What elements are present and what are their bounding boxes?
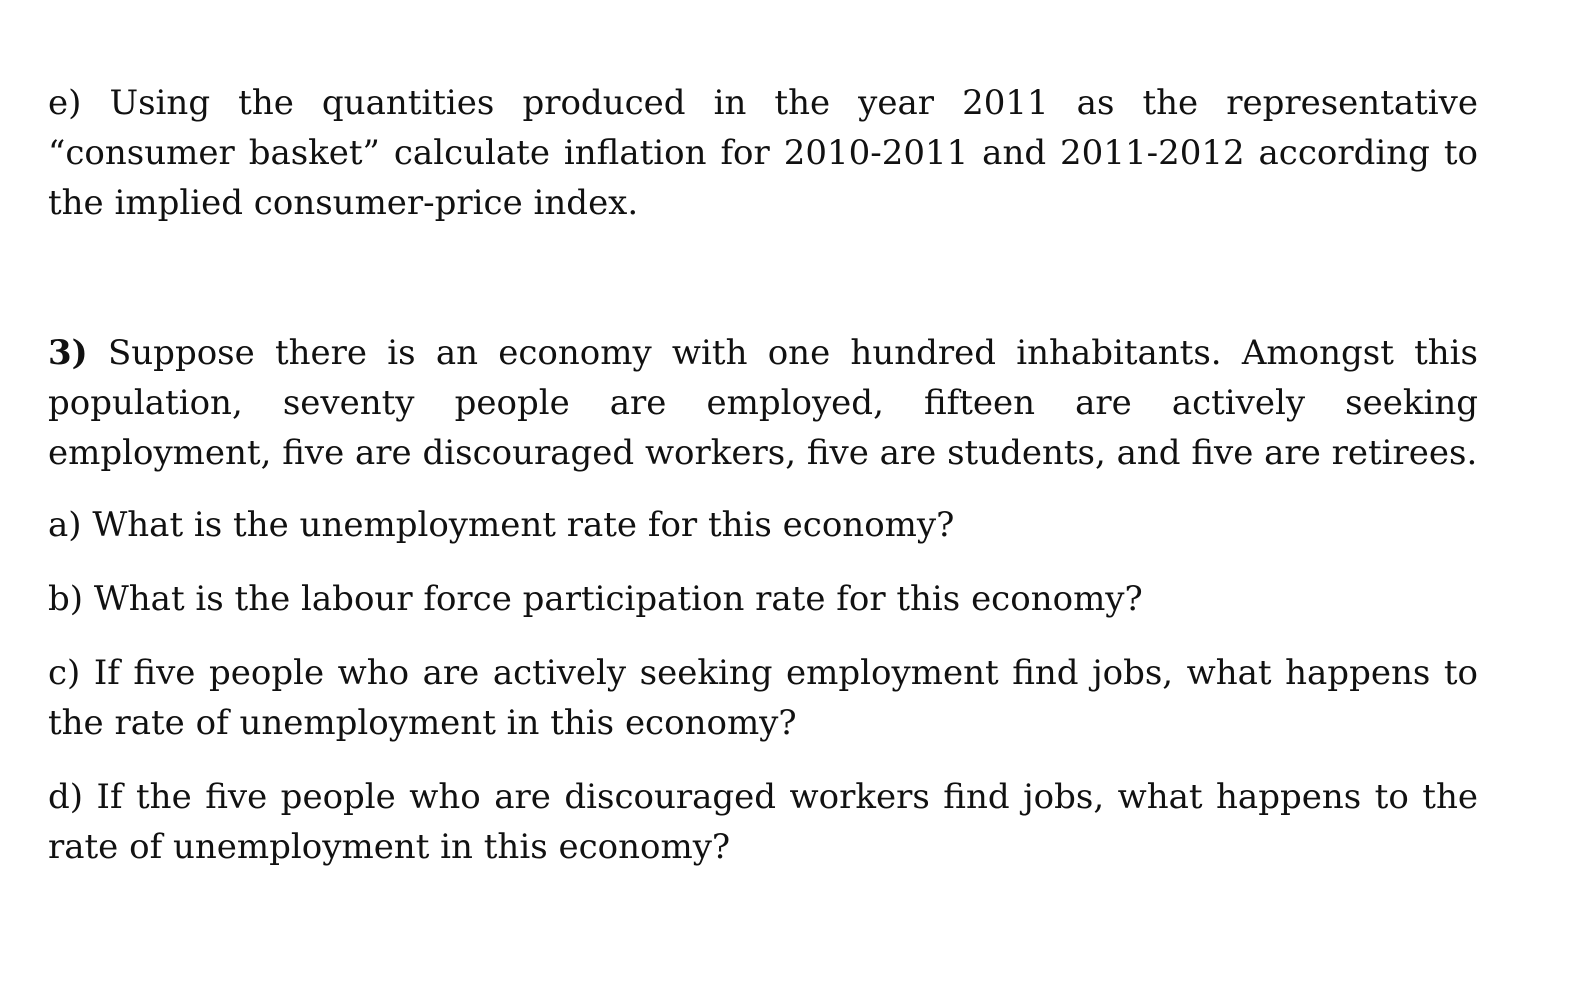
question-2e: e) Using the quantities produced in the year 2011 as the representative “consumer basket” calculate inflation for 2010-2011 and 2011-2012 according to the implied consumer-price index. <box>48 83 1478 223</box>
question-3-number: 3) <box>48 333 88 373</box>
question-3d: d) If the five people who are discouraged workers find jobs, what happens to the rate of unemployment in this economy? <box>48 777 1478 867</box>
question-3-intro <box>48 328 1478 478</box>
question-3c: c) If five people who are actively seeking employment find jobs, what happens to the rate of unemployment in this economy? <box>48 653 1478 743</box>
question-3-text: Suppose there is an economy with one hundred inhabitants. Amongst this population, seventy people are employed, fifteen are actively seeking employment, five are discouraged workers, five are students, and five are retirees. <box>48 333 1478 473</box>
question-3b: b) What is the labour force participation rate for this economy? <box>48 579 1143 619</box>
question-3a: a) What is the unemployment rate for this economy? <box>48 505 955 545</box>
document-page <box>48 78 1478 896</box>
